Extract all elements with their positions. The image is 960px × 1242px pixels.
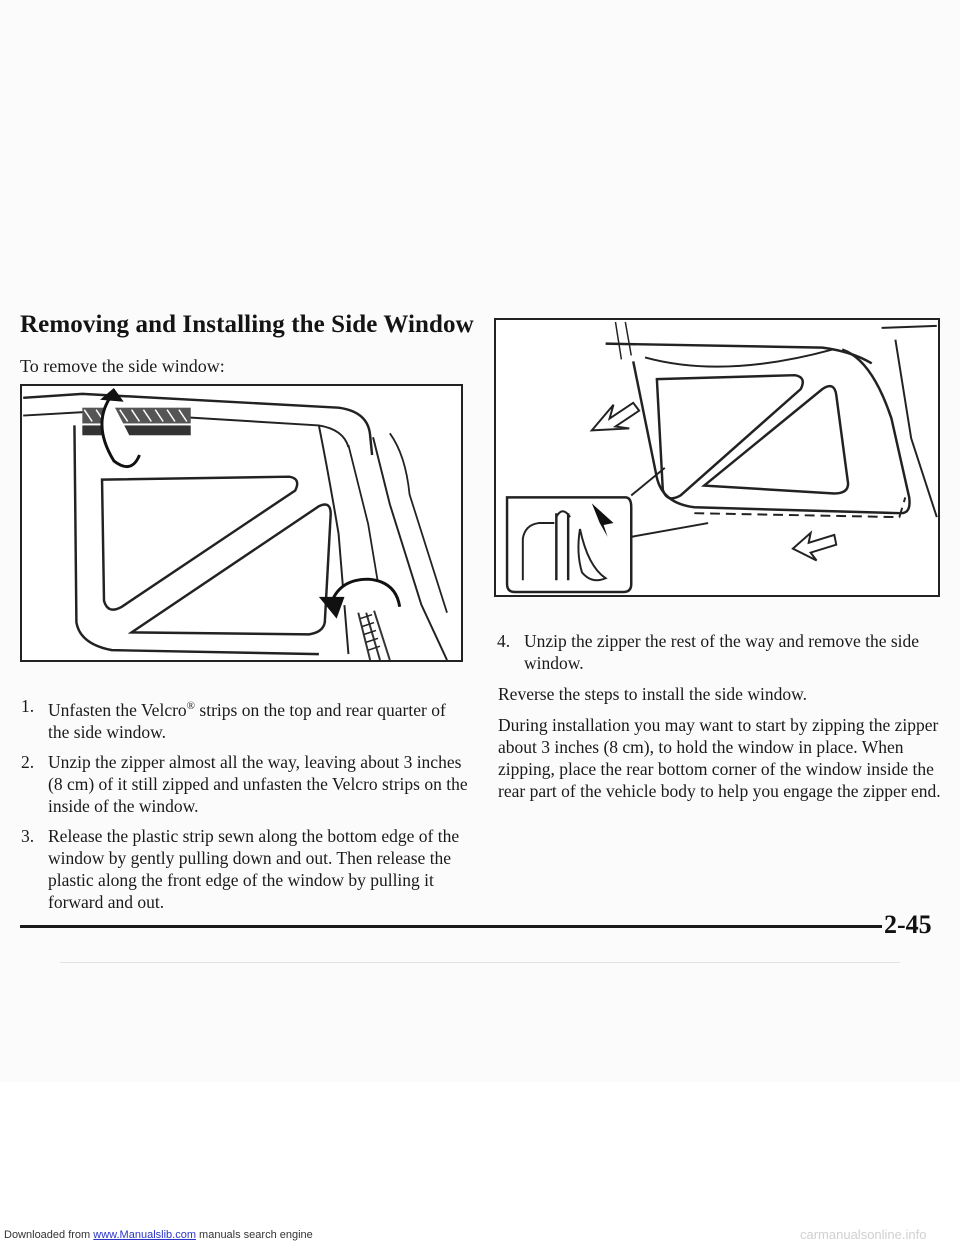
steps-list-left bbox=[21, 695, 471, 921]
reverse-steps-paragraph: Reverse the steps to install the side window. bbox=[498, 684, 807, 704]
section-heading: Removing and Installing the Side Window bbox=[20, 311, 474, 338]
zipper-removal-illustration bbox=[494, 318, 940, 597]
steps-list-right bbox=[497, 630, 942, 682]
list-item bbox=[21, 751, 471, 817]
list-item bbox=[21, 695, 471, 743]
manualslib-link[interactable]: www.Manualslib.com bbox=[93, 1229, 196, 1241]
velcro-removal-illustration bbox=[20, 384, 463, 662]
step-text: Unfasten the Velcro bbox=[48, 699, 187, 720]
step-text: strips on the top and rear quarter of the side window. bbox=[48, 699, 446, 742]
step-text: Unzip the zipper almost all the way, leaving about 3 inches (8 cm) of it still zipped and unfasten the Velcro strips on the inside of the window. bbox=[48, 751, 468, 816]
intro-text: To remove the side window: bbox=[20, 356, 225, 376]
watermark: carmanualsonline.info bbox=[800, 1227, 927, 1242]
list-item bbox=[21, 825, 471, 913]
page-rule bbox=[20, 925, 882, 928]
footer-suffix: manuals search engine bbox=[195, 1229, 313, 1241]
zipper-illustration-icon bbox=[496, 320, 938, 595]
list-item bbox=[497, 630, 942, 674]
page-number: 2-45 bbox=[884, 910, 932, 939]
step-text: Unzip the zipper the rest of the way and remove the side window. bbox=[524, 631, 920, 673]
step-number: 1. bbox=[21, 696, 35, 716]
step-number: 2. bbox=[21, 751, 35, 772]
divider bbox=[60, 962, 900, 963]
download-footer bbox=[4, 1229, 313, 1241]
velcro-illustration-icon bbox=[22, 386, 461, 660]
step-number: 3. bbox=[21, 825, 35, 846]
step-text: Release the plastic strip sewn along the bottom edge of the window by gently pulling down and out. Then release the plastic along the front edge of the window by pulling it forward and out. bbox=[48, 825, 460, 912]
footer-prefix: Downloaded from bbox=[4, 1229, 94, 1241]
bottom-band bbox=[0, 1082, 960, 1242]
step-number: 4. bbox=[497, 631, 511, 651]
registered-mark: ® bbox=[186, 700, 196, 712]
installation-tip-paragraph: During installation you may want to start by zipping the zipper about 3 inches (8 cm), to hold the window in place. When zipping, place the rear bottom corner of the window inside the rear part of the vehicle body to help you engage the zipper end. bbox=[498, 715, 941, 801]
